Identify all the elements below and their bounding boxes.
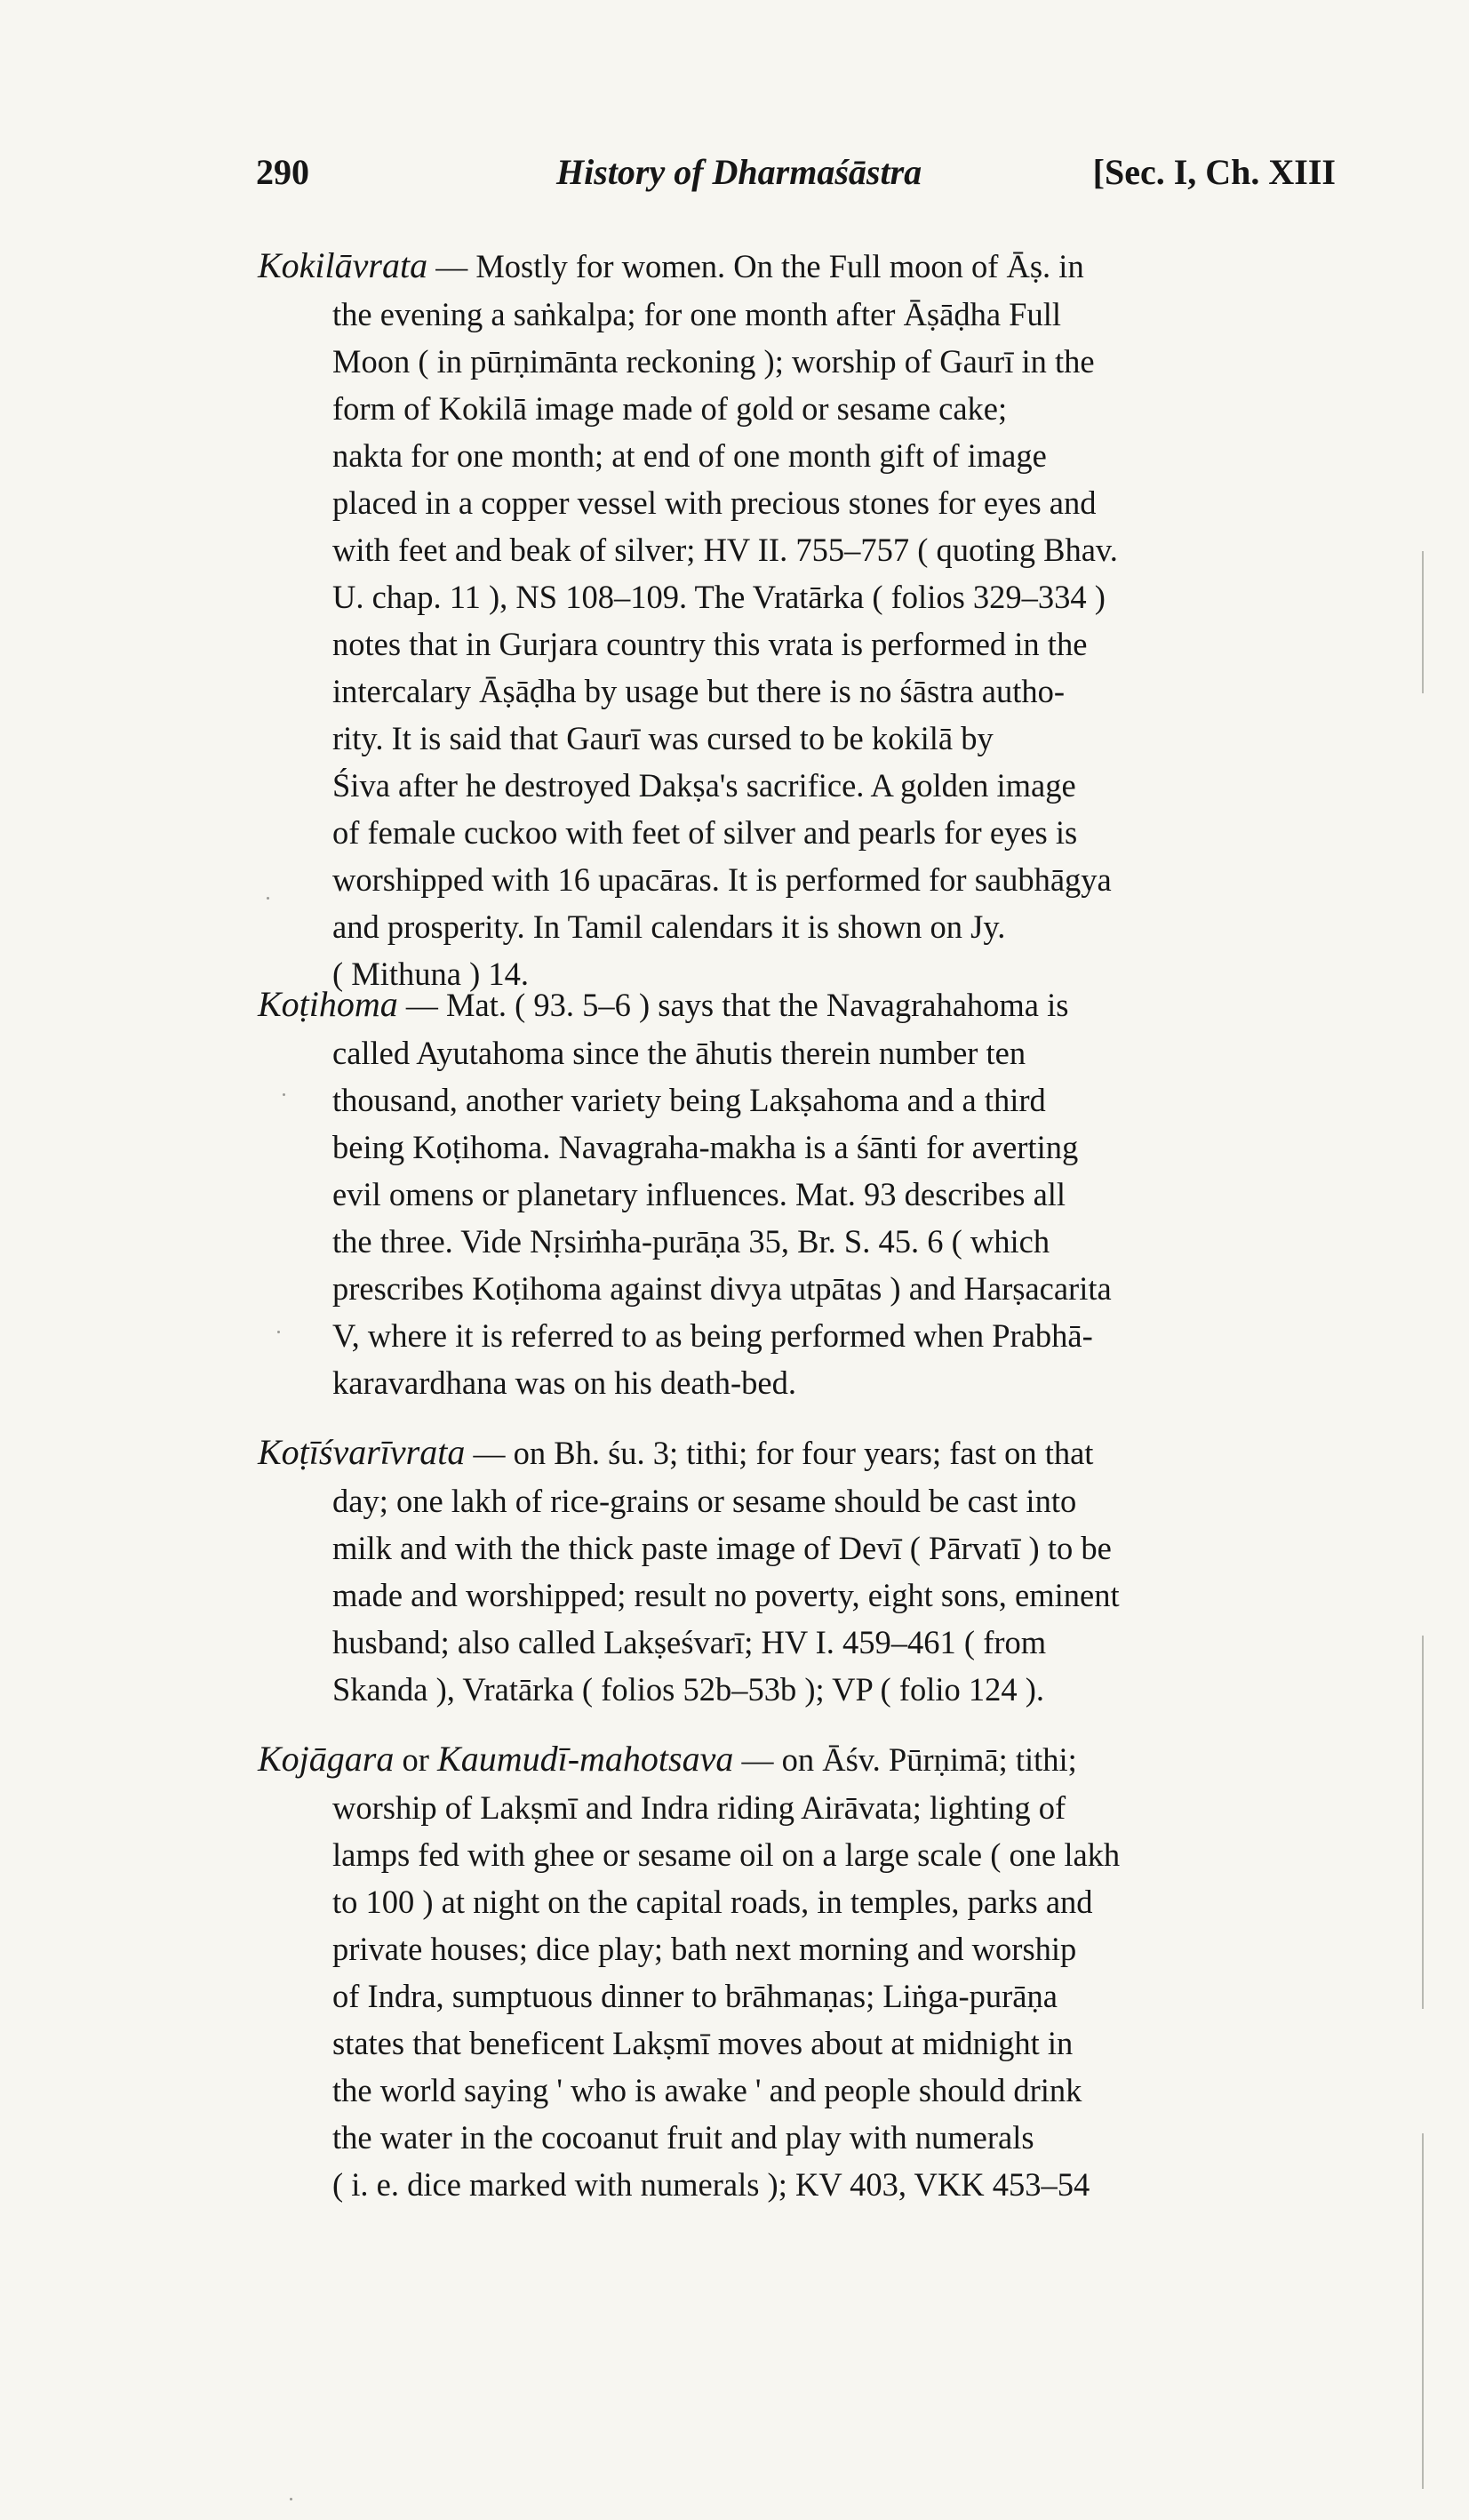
entry-line: milk and with the thick paste image of Devī ( Pārvatī ) to be [332, 1530, 1112, 1566]
entry-line: the water in the cocoanut fruit and play with numerals [332, 2119, 1034, 2156]
entry-line: ( Mithuna ) 14. [332, 956, 529, 992]
scan-speck [267, 897, 269, 900]
entry-line: being Koṭihoma. Navagraha-makha is a śānti for averting [332, 1129, 1079, 1165]
scan-margin-line [1422, 2133, 1424, 2489]
entry-first-line [258, 1428, 1329, 1477]
entry-line: placed in a copper vessel with precious stones for eyes and [332, 484, 1097, 521]
entry-line: Mostly for women. On the Full moon of Āṣ. in [475, 248, 1084, 284]
entry-line: of Indra, sumptuous dinner to brāhmaṇas; Liṅga-purāṇa [332, 1978, 1058, 2014]
entry-line: day; one lakh of rice-grains or sesame should be cast into [332, 1483, 1077, 1519]
entry-line: husband; also called Lakṣeśvarī; HV I. 459–461 ( from [332, 1624, 1047, 1660]
entry-line: with feet and beak of silver; HV II. 755–757 ( quoting Bhav. [332, 532, 1118, 568]
entry-line: intercalary Āṣāḍha by usage but there is no śāstra autho- [332, 673, 1066, 709]
entry-line: private houses; dice play; bath next morning and worship [332, 1931, 1077, 1967]
entry-line: on Āśv. Pūrṇimā; tithi; [781, 1741, 1077, 1778]
scan-speck [277, 1331, 280, 1333]
entry-kokilavrata [258, 242, 1329, 997]
entry-line: of female cuckoo with feet of silver and pearls for eyes is [332, 814, 1078, 851]
scan-speck [290, 2498, 292, 2500]
entry-first-line [258, 980, 1329, 1029]
entry-line: V, where it is referred to as being performed when Prabhā- [332, 1317, 1093, 1354]
entry-line: the world saying ' who is awake ' and people should drink [332, 2072, 1082, 2108]
entry-line: evil omens or planetary influences. Mat. 93 describes all [332, 1176, 1066, 1212]
section-reference: [Sec. I, Ch. XIII [1092, 152, 1336, 192]
scan-margin-line [1422, 551, 1424, 693]
entry-line: and prosperity. In Tamil calendars it is shown on Jy. [332, 908, 1006, 945]
entry-line: karavardhana was on his death-bed. [332, 1364, 796, 1401]
entry-term: Koṭihoma [258, 984, 398, 1024]
entry-paragraph [258, 1428, 1329, 1713]
page-number: 290 [256, 152, 309, 192]
entry-term: Koṭīśvarīvrata [258, 1432, 466, 1472]
entry-line: notes that in Gurjara country this vrata is performed in the [332, 626, 1088, 662]
entry-line: worshipped with 16 upacāras. It is performed for saubhāgya [332, 861, 1112, 898]
entry-paragraph [258, 980, 1329, 1406]
entry-term: Kokilāvrata [258, 245, 428, 285]
entry-line: the three. Vide Nṛsiṁha-purāṇa 35, Br. S. 45. 6 ( which [332, 1223, 1050, 1260]
entry-term: Kojāgara [258, 1739, 395, 1779]
entry-line: worship of Lakṣmī and Indra riding Airāvata; lighting of [332, 1789, 1066, 1826]
entry-line: form of Kokilā image made of gold or sesame cake; [332, 390, 1008, 427]
entry-line: thousand, another variety being Lakṣahoma and a third [332, 1082, 1046, 1118]
entry-kotihoma [258, 980, 1329, 1406]
entry-kojagara [258, 1735, 1329, 2208]
entry-line: Mat. ( 93. 5–6 ) says that the Navagrahahoma is [446, 987, 1069, 1023]
entry-line: the evening a saṅkalpa; for one month after Āṣāḍha Full [332, 296, 1061, 332]
scan-speck [283, 1093, 285, 1096]
em-dash: — [405, 988, 438, 1023]
entry-alt-term: Kaumudī-mahotsava [437, 1739, 734, 1779]
entry-kotisvarivrata [258, 1428, 1329, 1713]
entry-line: U. chap. 11 ), NS 108–109. The Vratārka ( folios 329–334 ) [332, 579, 1106, 615]
entry-or-word: or [402, 1741, 429, 1778]
entry-line: made and worshipped; result no poverty, eight sons, eminent [332, 1577, 1120, 1613]
em-dash: — [473, 1436, 506, 1471]
entry-line: on Bh. śu. 3; tithi; for four years; fast on that [513, 1435, 1094, 1471]
entry-paragraph [258, 1735, 1329, 2208]
em-dash: — [741, 1742, 774, 1778]
entry-line: Moon ( in pūrṇimānta reckoning ); worship of Gaurī in the [332, 343, 1095, 380]
em-dash: — [435, 249, 468, 284]
entry-line: nakta for one month; at end of one month gift of image [332, 437, 1047, 474]
running-header [256, 151, 1336, 204]
entry-line: to 100 ) at night on the capital roads, in temples, parks and [332, 1884, 1093, 1920]
entry-line: Skanda ), Vratārka ( folios 52b–53b ); VP ( folio 124 ). [332, 1671, 1045, 1708]
entry-first-line [258, 242, 1329, 291]
entry-line: Śiva after he destroyed Dakṣa's sacrifice. A golden image [332, 767, 1076, 804]
entry-line: rity. It is said that Gaurī was cursed to be kokilā by [332, 720, 994, 756]
scan-margin-line [1422, 1636, 1424, 2009]
entry-line: ( i. e. dice marked with numerals ); KV 403, VKK 453–54 [332, 2166, 1090, 2203]
running-title: History of Dharmaśāstra [556, 152, 922, 192]
entry-line: called Ayutahoma since the āhutis therein number ten [332, 1035, 1026, 1071]
entry-paragraph [258, 242, 1329, 997]
entry-line: lamps fed with ghee or sesame oil on a large scale ( one lakh [332, 1836, 1121, 1873]
entry-line: states that beneficent Lakṣmī moves about at midnight in [332, 2025, 1074, 2061]
entry-line: prescribes Koṭihoma against divya utpātas ) and Harṣacarita [332, 1270, 1112, 1307]
entry-first-line [258, 1735, 1329, 1784]
